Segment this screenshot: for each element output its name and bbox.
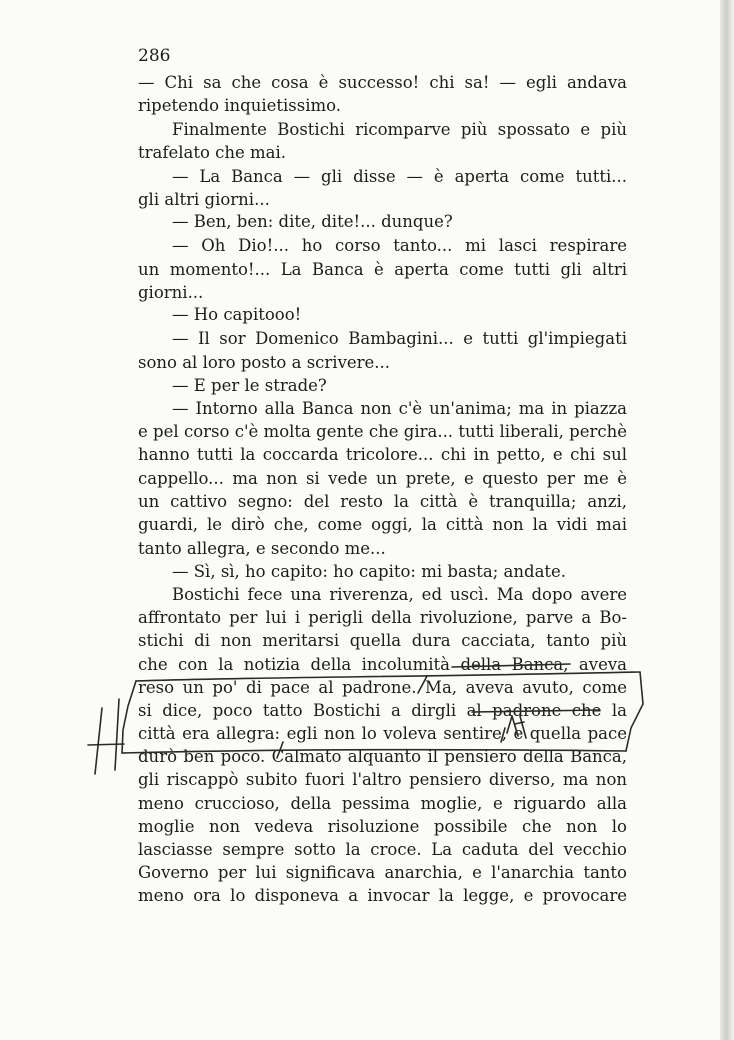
text-line: si dice, poco tatto Bostichi a dirgli al padrone che la xyxy=(138,701,627,720)
text-line: — Il sor Domenico Bambagini... e tutti gl'impiegati xyxy=(172,329,627,348)
text-line: tanto allegra, e secondo me... xyxy=(138,539,386,558)
text-line: che con la notizia della incolumità della Banca, aveva xyxy=(138,655,627,674)
text-line: affrontato per lui i perigli della rivoluzione, parve a Bo- xyxy=(138,608,627,627)
text-line: moglie non vedeva risoluzione possibile che non lo xyxy=(138,817,627,836)
bracket-left-side xyxy=(122,681,136,753)
text-line: — Oh Dio!... ho corso tanto... mi lasci respirare xyxy=(172,236,627,255)
text-line: gli altri giorni... xyxy=(138,190,270,209)
text-line: e pel corso c'è molta gente che gira... tutti liberali, perchè xyxy=(138,422,627,441)
text-line: un cattivo segno: del resto la città è tranquilla; anzi, xyxy=(138,492,627,511)
text-line: ripetendo inquietissimo. xyxy=(138,96,342,115)
text-line: gli riscappò subito fuori l'altro pensiero diverso, ma non xyxy=(138,770,627,789)
text-line: un momento!... La Banca è aperta come tutti gli altri xyxy=(138,260,627,279)
text-line: — La Banca — gli disse — è aperta come tutti... xyxy=(172,167,627,186)
text-line: — E per le strade? xyxy=(172,376,327,395)
text-line: — Ho capitooo! xyxy=(172,305,302,324)
text-line: lasciasse sempre sotto la croce. La caduta del vecchio xyxy=(138,840,627,859)
text-line: cappello... ma non si vede un prete, e questo per me è xyxy=(138,469,627,488)
text-line: meno cruccioso, della pessima moglie, e riguardo alla xyxy=(138,794,627,813)
text-line: — Chi sa che cosa è successo! chi sa! — egli andava xyxy=(138,73,627,92)
margin-mark-vertical xyxy=(95,708,102,774)
text-line: durò ben poco. Calmato alquanto il pensiero della Banca, xyxy=(138,747,627,766)
bracket-right-side xyxy=(626,672,643,751)
text-line: Finalmente Bostichi ricomparve più spossato e più xyxy=(172,120,627,139)
text-line: stichi di non meritarsi quella dura cacciata, tanto più xyxy=(138,631,627,650)
text-line: sono al loro posto a scrivere... xyxy=(138,353,391,372)
text-line: Governo per lui significava anarchia, e l'anarchia tanto xyxy=(138,863,627,882)
margin-mark-cross xyxy=(88,744,124,745)
page-edge-shadow xyxy=(720,0,734,1040)
text-line: giorni... xyxy=(138,283,204,302)
text-line: — Sì, sì, ho capito: ho capito: mi basta; andate. xyxy=(172,562,567,581)
text-line: guardi, le dirò che, come oggi, la città non la vidi mai xyxy=(138,515,627,534)
page-number: 286 xyxy=(138,46,171,66)
text-line: — Intorno alla Banca non c'è un'anima; ma in piazza xyxy=(172,399,627,418)
text-line: — Ben, ben: dite, dite!... dunque? xyxy=(172,212,453,231)
text-line: città era allegra: egli non lo voleva sentire, e quella pace xyxy=(138,724,627,743)
text-line: Bostichi fece una riverenza, ed uscì. Ma dopo avere xyxy=(172,585,627,604)
text-line: hanno tutti la coccarda tricolore... chi in petto, e chi sul xyxy=(138,445,627,464)
margin-mark-second xyxy=(115,699,119,770)
text-line: trafelato che mai. xyxy=(138,143,287,162)
text-line: meno ora lo disponeva a invocar la legge, e provocare xyxy=(138,886,627,905)
text-line: reso un po' di pace al padrone. Ma, aveva avuto, come xyxy=(138,678,627,697)
